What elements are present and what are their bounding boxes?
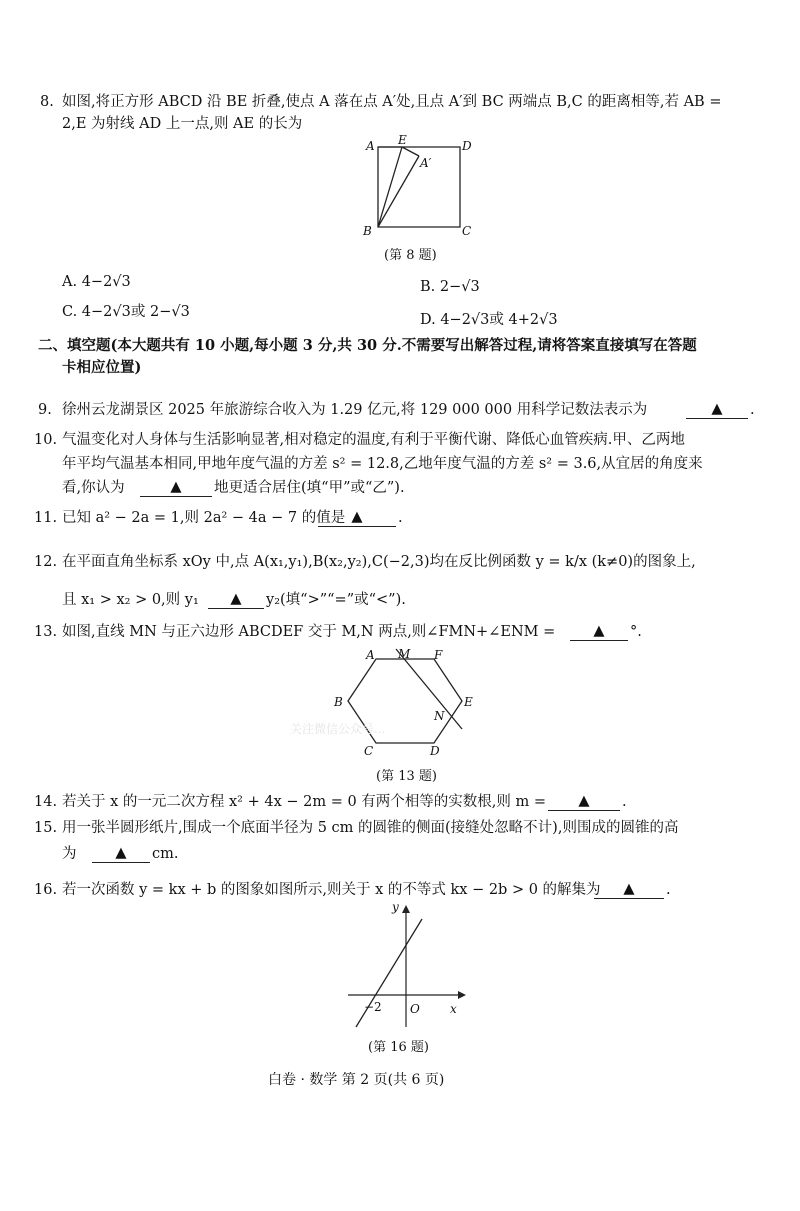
q8-option-c: C. 4−2√3或 2−√3: [62, 304, 190, 320]
q16-number: 16.: [34, 882, 58, 898]
label-d: D: [462, 139, 472, 153]
line-mn: [396, 649, 462, 729]
q12-number: 12.: [34, 554, 58, 570]
q13-text: 如图,直线 MN 与正六边形 ABCDEF 交于 M,N 两点,则∠FMN+∠ENM =: [62, 624, 556, 640]
q10-line1: 气温变化对人身体与生活影响显著,相对稳定的温度,有利于平衡代谢、降低心血管疾病.甲、乙两地: [62, 432, 685, 448]
q9-number: 9.: [38, 402, 52, 418]
label-d: D: [430, 744, 440, 758]
q11-answer-blank[interactable]: ▲: [318, 508, 396, 527]
label-origin: O: [410, 1002, 420, 1016]
q12-line2a: 且 x₁ > x₂ > 0,则 y₁: [62, 592, 199, 608]
y-axis-arrow: [402, 905, 410, 913]
q12-line1: 在平面直角坐标系 xOy 中,点 A(x₁,y₁),B(x₂,y₂),C(−2,3)均在反比例函数 y = k/x (k≠0)的图象上,: [62, 554, 696, 570]
q14-number: 14.: [34, 794, 58, 810]
label-y: y: [392, 900, 399, 914]
q15-line2b: cm.: [152, 846, 179, 862]
q10-answer-blank[interactable]: ▲: [140, 478, 212, 497]
q13-number: 13.: [34, 624, 58, 640]
q16-tail: .: [666, 882, 671, 898]
label-x: x: [450, 1002, 457, 1016]
q11-tail: .: [398, 510, 403, 526]
watermark: 关注微信公众号...: [290, 722, 386, 736]
q8-option-a: A. 4−2√3: [62, 274, 131, 290]
label-a-prime: A′: [420, 156, 432, 170]
q11-number: 11.: [34, 510, 58, 526]
q8-number: 8.: [40, 94, 54, 110]
q8-option-d: D. 4−2√3或 4+2√3: [420, 312, 558, 328]
q10-line3b: 地更适合居住(填“甲”或“乙”).: [214, 480, 405, 496]
q12-line2b: y₂(填“>”“=”或“<”).: [266, 592, 406, 608]
q10-number: 10.: [34, 432, 58, 448]
q16-answer-blank[interactable]: ▲: [594, 880, 664, 899]
q10-line2: 年平均气温基本相同,甲地年度气温的方差 s² = 12.8,乙地年度气温的方差 s² = 3.6,从宜居的角度来: [62, 456, 703, 472]
q9-text: 徐州云龙湖景区 2025 年旅游综合收入为 1.29 亿元,将 129 000 000 用科学记数法表示为: [62, 402, 648, 418]
section2-heading-line1: 二、填空题(本大题共有 10 小题,每小题 3 分,共 30 分.不需要写出解答过程,请将答案直接填写在答题: [38, 337, 697, 354]
q14-tail: .: [622, 794, 627, 810]
q13-answer-blank[interactable]: ▲: [570, 622, 628, 641]
section2-heading-line2: 卡相应位置): [62, 359, 142, 376]
q8-option-b: B. 2−√3: [420, 279, 480, 295]
q15-line2a: 为: [62, 846, 77, 862]
q9-answer-blank[interactable]: ▲: [686, 400, 748, 419]
q9-tail: .: [750, 402, 755, 418]
segment-ba-prime: [378, 156, 419, 227]
segment-be: [378, 147, 402, 227]
q15-number: 15.: [34, 820, 58, 836]
q8-line1: 如图,将正方形 ABCD 沿 BE 折叠,使点 A 落在点 A′处,且点 A′到 BC 两端点 B,C 的距离相等,若 AB =: [62, 94, 722, 110]
q13-caption: (第 13 题): [376, 769, 437, 784]
q15-line1: 用一张半圆形纸片,围成一个底面半径为 5 cm 的圆锥的侧面(接缝处忽略不计),则围成的圆锥的高: [62, 820, 679, 836]
q16-caption: (第 16 题): [368, 1040, 429, 1055]
label-minus-2: −2: [364, 1000, 382, 1014]
label-e: E: [464, 695, 473, 709]
label-a: A: [366, 648, 375, 662]
label-c: C: [462, 224, 472, 238]
q14-answer-blank[interactable]: ▲: [548, 792, 620, 811]
label-b: B: [363, 224, 372, 238]
q15-answer-blank[interactable]: ▲: [92, 844, 150, 863]
q8-figure: [360, 135, 480, 245]
label-m: M: [398, 647, 411, 661]
label-f: F: [434, 648, 443, 662]
segment-ea-prime: [402, 147, 419, 156]
label-b: B: [334, 695, 343, 709]
q12-answer-blank[interactable]: ▲: [208, 590, 264, 609]
label-a: A: [366, 139, 375, 153]
q8-line2: 2,E 为射线 AD 上一点,则 AE 的长为: [62, 116, 303, 132]
q14-text: 若关于 x 的一元二次方程 x² + 4x − 2m = 0 有两个相等的实数根,则 m =: [62, 794, 547, 810]
q16-text: 若一次函数 y = kx + b 的图象如图所示,则关于 x 的不等式 kx − 2b > 0 的解集为: [62, 882, 601, 898]
q8-caption: (第 8 题): [384, 248, 437, 263]
label-c: C: [364, 744, 374, 758]
q11-text: 已知 a² − 2a = 1,则 2a² − 4a − 7 的值是: [62, 510, 346, 526]
label-e: E: [398, 133, 407, 147]
q10-line3a: 看,你认为: [62, 480, 125, 496]
x-axis-arrow: [458, 991, 466, 999]
q16-figure: [340, 900, 470, 1030]
page-footer: 白卷 · 数学 第 2 页(共 6 页): [268, 1072, 445, 1088]
label-n: N: [434, 709, 445, 723]
q13-tail: °.: [630, 624, 642, 640]
